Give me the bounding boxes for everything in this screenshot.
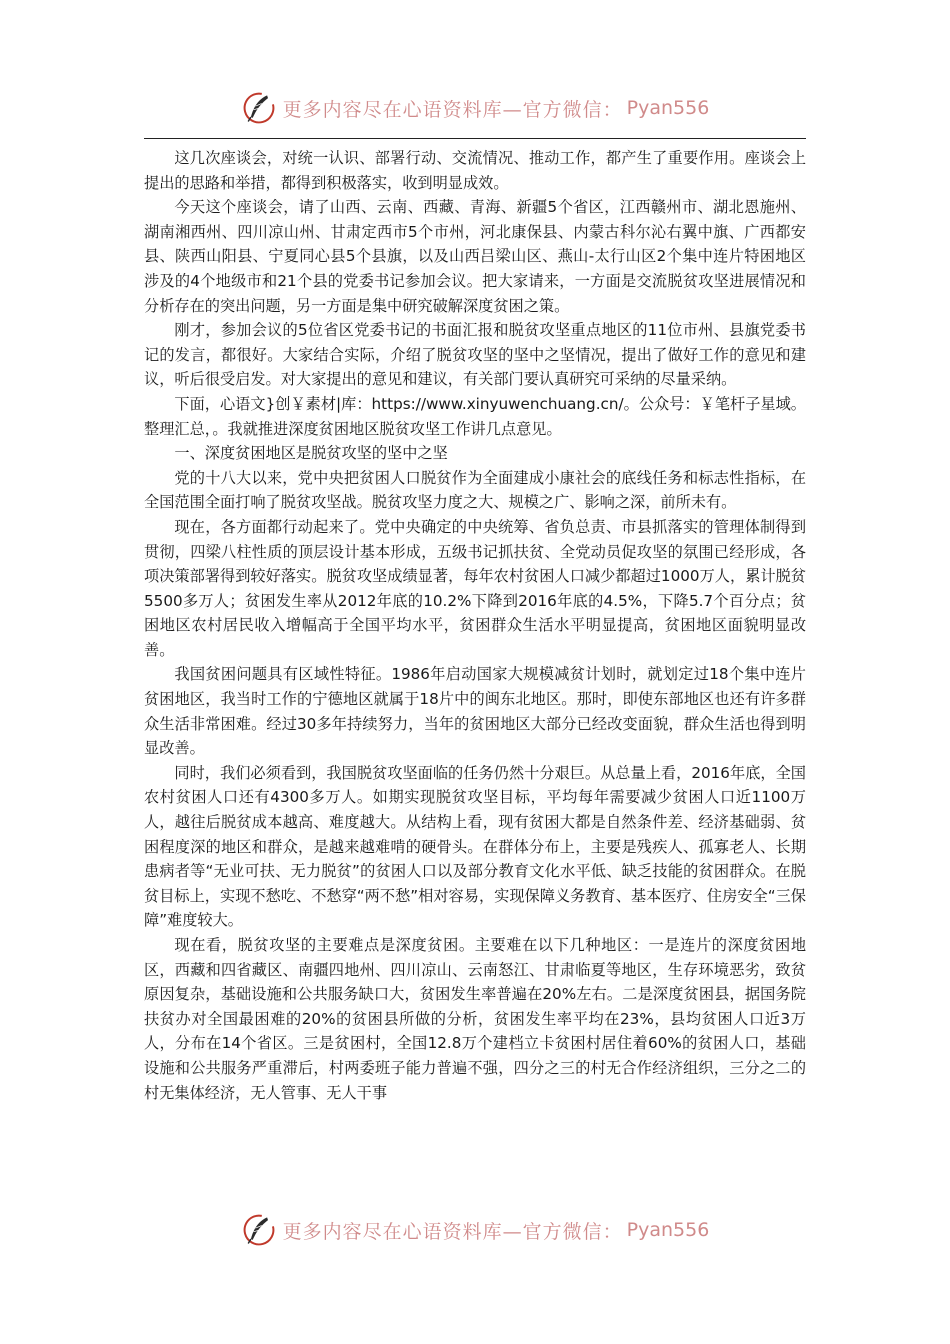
paragraph: 刚才，参加会议的5位省区党委书记的书面汇报和脱贫攻坚重点地区的11位市州、县旗党委书记的发言，都很好。大家结合实际，介绍了脱贫攻坚的坚中之坚情况，提出了做好工作的意见和建议，听后很受启发。对大家提出的意见和建议，有关部门要认真研究可采纳的尽量采纳。 <box>144 321 806 389</box>
paragraph: 这几次座谈会，对统一认识、部署行动、交流情况、推动工作，都产生了重要作用。座谈会上提出的思路和举措，都得到积极落实，收到明显成效。 <box>144 149 806 192</box>
feather-quill-icon <box>241 1212 277 1248</box>
header-wechat-id: Pyan556 <box>626 97 710 119</box>
paragraph: 同时，我们必须看到，我国脱贫攻坚面临的任务仍然十分艰巨。从总量上看，2016年底，全国农村贫困人口还有4300多万人。如期实现脱贫攻坚目标，平均每年需要减少贫困人口近1100万人，越往后脱贫成本越高、难度越大。从结构上看，现有贫困大都是自然条件差、经济基础弱、贫困程度深的地区和群众，是越来越难啃的硬骨头。在群体分布上，主要是残疾人、孤寡老人、长期患病者等“无业可扶、无力脱贫”的贫困人口以及部分教育文化水平低、缺乏技能的贫困群众。在脱贫目标上，实现不愁吃、不愁穿“两不愁”相对容易，实现保障义务教育、基本医疗、住房安全“三保障”难度较大。 <box>144 763 806 930</box>
header-banner-text: 更多内容尽在心语资料库—官方微信： <box>282 98 623 121</box>
paragraph: 党的十八大以来，党中央把贫困人口脱贫作为全面建成小康社会的底线任务和标志性指标，在全国范围全面打响了脱贫攻坚战。脱贫攻坚力度之大、规模之广、影响之深，前所未有。 <box>144 468 806 512</box>
paragraph: 我国贫困问题具有区域性特征。1986年启动国家大规模减贫计划时，就划定过18个集中连片贫困地区，我当时工作的宁德地区就属于18片中的闽东北地区。那时，即使东部地区也还有许多群众生活非常困难。经过30多年持续努力，当年的贫困地区大部分已经改变面貌，群众生活也得到明显改善。 <box>144 665 806 758</box>
header-banner <box>0 84 950 132</box>
paragraph: 现在看，脱贫攻坚的主要难点是深度贫困。主要难在以下几种地区：一是连片的深度贫困地区，西藏和四省藏区、南疆四地州、四川凉山、云南怒江、甘肃临夏等地区，生存环境恶劣，致贫原因复杂，基础设施和公共服务缺口大，贫困发生率普遍在20%左右。二是深度贫困县，据国务院扶贫办对全国最困难的20%的贫困县所做的分析，贫困发生率平均在23%，县均贫困人口近3万人，分布在14个省区。三是贫困村，全国12.8万个建档立卡贫困村居住着60%的贫困人口，基础设施和公共服务严重滞后，村两委班子能力普遍不强，四分之三的村无合作经济组织，三分之二的村无集体经济，无人管事、无人干事 <box>144 936 806 1102</box>
header-divider <box>144 138 806 139</box>
paragraph: 今天这个座谈会，请了山西、云南、西藏、青海、新疆5个省区，江西赣州市、湖北恩施州、湖南湘西州、四川凉山州、甘肃定西市5个市州，河北康保县、内蒙古科尔沁右翼中旗、广西都安县、陕西山阳县、宁夏同心县5个县旗，以及山西吕梁山区、燕山-太行山区2个集中连片特困地区涉及的4个地级市和21个县的党委书记参加会议。把大家请来，一方面是交流脱贫攻坚进展情况和分析存在的突出问题，另一方面是集中研究破解深度贫困之策。 <box>144 198 806 315</box>
paragraph: 下面，心语文}创￥素材|库：https://www.xinyuwenchuang.cn/。公众号：￥笔杆子星域。整理汇总，。我就推进深度贫困地区脱贫攻坚工作讲几点意见。 <box>144 394 806 438</box>
footer-banner <box>0 1206 950 1254</box>
feather-quill-icon <box>241 90 277 126</box>
paragraph: 现在，各方面都行动起来了。党中央确定的中央统筹、省负总责、市县抓落实的管理体制得到贯彻，四梁八柱性质的顶层设计基本形成，五级书记抓扶贫、全党动员促攻坚的氛围已经形成，各项决策部署得到较好落实。脱贫攻坚成绩显著，每年农村贫困人口减少都超过1000万人，累计脱贫5500多万人；贫困发生率从2012年底的10.2%下降到2016年底的4.5%，下降5.7个百分点；贫困地区农村居民收入增幅高于全国平均水平，贫困群众生活水平明显提高，贫困地区面貌明显改善。 <box>144 517 806 659</box>
document-body <box>144 146 806 1105</box>
footer-banner-text: 更多内容尽在心语资料库—官方微信： <box>282 1220 623 1243</box>
footer-wechat-id: Pyan556 <box>626 1219 710 1241</box>
section-heading: 一、深度贫困地区是脱贫攻坚的坚中之坚 <box>174 444 448 463</box>
